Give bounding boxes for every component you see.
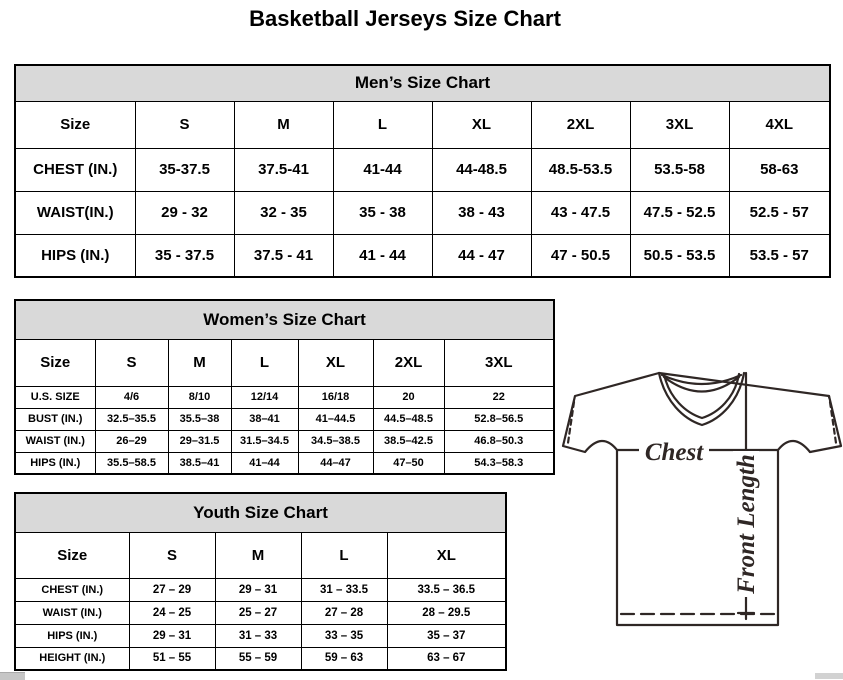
table-header-row: [15, 532, 506, 578]
table-row: [15, 452, 554, 474]
size-value: 35.5–38: [168, 408, 231, 430]
size-value: 47 - 50.5: [531, 234, 630, 277]
size-value: 51 – 55: [129, 647, 215, 670]
size-value: 58-63: [729, 148, 830, 191]
table-header-row: [15, 339, 554, 386]
size-value: 33 – 35: [301, 624, 387, 647]
column-header: M: [215, 532, 301, 578]
size-value: 29 - 32: [135, 191, 234, 234]
column-header: L: [333, 101, 432, 148]
column-header: M: [234, 101, 333, 148]
size-value: 54.3–58.3: [444, 452, 554, 474]
womens-size-chart-table: [14, 299, 555, 475]
table-row: [15, 430, 554, 452]
table-row: [15, 647, 506, 670]
row-label: WAIST(IN.): [15, 191, 135, 234]
size-value: 31.5–34.5: [231, 430, 298, 452]
size-value: 31 – 33: [215, 624, 301, 647]
table-row: [15, 578, 506, 601]
page-title: Basketball Jerseys Size Chart: [249, 6, 561, 31]
size-value: 41–44: [231, 452, 298, 474]
size-value: 31 – 33.5: [301, 578, 387, 601]
size-value: 32.5–35.5: [95, 408, 168, 430]
youth-size-chart-table: [14, 492, 507, 671]
size-value: 53.5 - 57: [729, 234, 830, 277]
row-label: HIPS (IN.): [15, 234, 135, 277]
size-value: 12/14: [231, 386, 298, 408]
size-value: 48.5-53.5: [531, 148, 630, 191]
size-value: 44 - 47: [432, 234, 531, 277]
jersey-outline-drawing: [555, 353, 843, 649]
column-header: S: [135, 101, 234, 148]
size-value: 24 – 25: [129, 601, 215, 624]
size-value: 8/10: [168, 386, 231, 408]
size-value: 38.5–42.5: [373, 430, 444, 452]
jersey-silhouette: [563, 373, 832, 625]
size-value: 38 - 43: [432, 191, 531, 234]
column-header: S: [129, 532, 215, 578]
table-row: [15, 234, 830, 277]
row-label: HEIGHT (IN.): [15, 647, 129, 670]
table-row: [15, 601, 506, 624]
size-value: 35.5–58.5: [95, 452, 168, 474]
column-header: L: [301, 532, 387, 578]
size-value: 46.8–50.3: [444, 430, 554, 452]
size-value: 59 – 63: [301, 647, 387, 670]
size-value: 43 - 47.5: [531, 191, 630, 234]
size-value: 35 - 38: [333, 191, 432, 234]
column-header: Size: [15, 101, 135, 148]
size-value: 44-48.5: [432, 148, 531, 191]
row-label: WAIST (IN.): [15, 601, 129, 624]
row-label: CHEST (IN.): [15, 578, 129, 601]
size-value: 52.5 - 57: [729, 191, 830, 234]
column-header: XL: [298, 339, 373, 386]
size-value: 41–44.5: [298, 408, 373, 430]
size-value: 35-37.5: [135, 148, 234, 191]
size-value: 41-44: [333, 148, 432, 191]
column-header: M: [168, 339, 231, 386]
table-row: [15, 148, 830, 191]
size-value: 29 – 31: [129, 624, 215, 647]
size-value: 25 – 27: [215, 601, 301, 624]
row-label: CHEST (IN.): [15, 148, 135, 191]
table-header-row: [15, 101, 830, 148]
size-value: 4/6: [95, 386, 168, 408]
size-value: 38–41: [231, 408, 298, 430]
column-header: XL: [387, 532, 506, 578]
table-caption: Men’s Size Chart: [15, 65, 830, 101]
size-value: 33.5 – 36.5: [387, 578, 506, 601]
table-row: [15, 386, 554, 408]
column-header: 2XL: [531, 101, 630, 148]
column-header: 2XL: [373, 339, 444, 386]
horizontal-scrollbar-thumb-right[interactable]: [815, 673, 843, 679]
size-value: 44–47: [298, 452, 373, 474]
size-value: 37.5 - 41: [234, 234, 333, 277]
row-label: HIPS (IN.): [15, 624, 129, 647]
size-value: 27 – 28: [301, 601, 387, 624]
chest-label: Chest: [644, 439, 704, 466]
size-value: 38.5–41: [168, 452, 231, 474]
size-value: 63 – 67: [387, 647, 506, 670]
jersey-measurement-diagram: [555, 353, 843, 649]
table-caption: Youth Size Chart: [15, 493, 506, 532]
size-value: 20: [373, 386, 444, 408]
size-value: 16/18: [298, 386, 373, 408]
front-length-label: Front Length: [733, 454, 760, 594]
size-value: 44.5–48.5: [373, 408, 444, 430]
size-value: 29 – 31: [215, 578, 301, 601]
column-header: 4XL: [729, 101, 830, 148]
size-value: 27 – 29: [129, 578, 215, 601]
column-header: XL: [432, 101, 531, 148]
size-value: 52.8–56.5: [444, 408, 554, 430]
column-header: 3XL: [630, 101, 729, 148]
column-header: S: [95, 339, 168, 386]
mens-size-chart-table: [14, 64, 831, 278]
column-header: Size: [15, 532, 129, 578]
table-row: [15, 408, 554, 430]
row-label: WAIST (IN.): [15, 430, 95, 452]
size-value: 35 – 37: [387, 624, 506, 647]
size-value: 26–29: [95, 430, 168, 452]
size-value: 47.5 - 52.5: [630, 191, 729, 234]
size-value: 35 - 37.5: [135, 234, 234, 277]
size-value: 53.5-58: [630, 148, 729, 191]
column-header: 3XL: [444, 339, 554, 386]
size-value: 32 - 35: [234, 191, 333, 234]
column-header: L: [231, 339, 298, 386]
row-label: BUST (IN.): [15, 408, 95, 430]
size-value: 37.5-41: [234, 148, 333, 191]
row-label: U.S. SIZE: [15, 386, 95, 408]
size-value: 29–31.5: [168, 430, 231, 452]
table-row: [15, 191, 830, 234]
size-value: 34.5–38.5: [298, 430, 373, 452]
table-caption: Women’s Size Chart: [15, 300, 554, 339]
size-value: 55 – 59: [215, 647, 301, 670]
size-value: 50.5 - 53.5: [630, 234, 729, 277]
row-label: HIPS (IN.): [15, 452, 95, 474]
table-row: [15, 624, 506, 647]
size-value: 22: [444, 386, 554, 408]
column-header: Size: [15, 339, 95, 386]
size-value: 41 - 44: [333, 234, 432, 277]
size-value: 28 – 29.5: [387, 601, 506, 624]
size-value: 47–50: [373, 452, 444, 474]
